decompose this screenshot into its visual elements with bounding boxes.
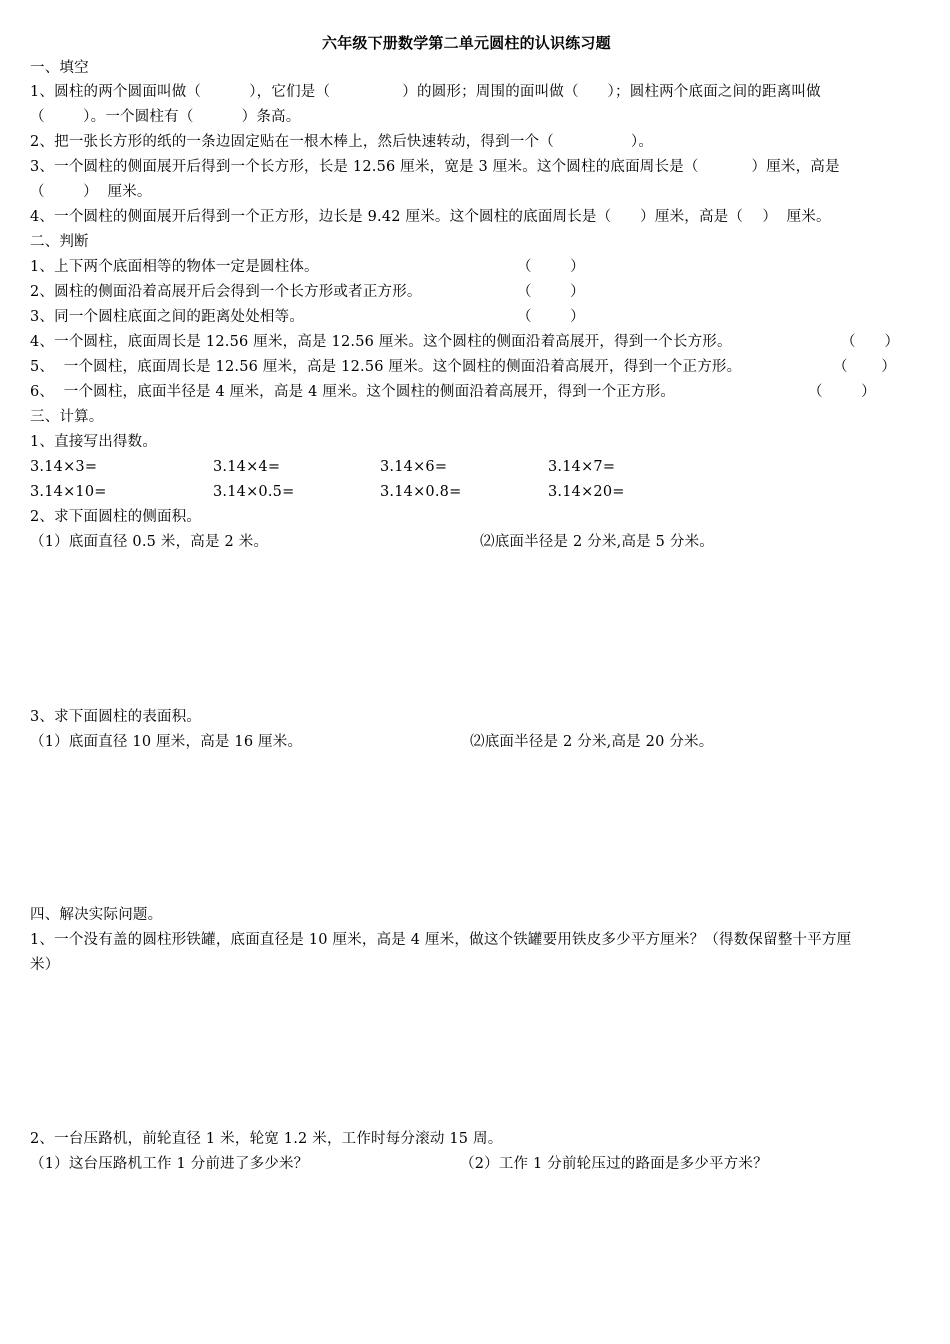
section-2-heading: 二、判断 bbox=[30, 234, 89, 250]
calc-expr: 3.14×3= bbox=[30, 459, 98, 475]
calc-expr: 3.14×4= bbox=[213, 459, 281, 475]
fill-q2: 2、把一张长方形的纸的一条边固定贴在一根木棒上，然后快速转动，得到一个（ ）。 bbox=[30, 134, 654, 150]
judge-item-1-blank: （ ） bbox=[517, 259, 585, 275]
calc-expr: 3.14×7= bbox=[548, 459, 616, 475]
judge-item-3-blank: （ ） bbox=[517, 309, 585, 325]
calc-sub2: 2、求下面圆柱的侧面积。 bbox=[30, 509, 202, 525]
problem-2: 2、一台压路机，前轮直径 1 米，轮宽 1.2 米，工作时每分滚动 15 周。 bbox=[30, 1131, 503, 1147]
judge-item-4-blank: （ ） bbox=[841, 334, 900, 350]
calc-sub3: 3、求下面圆柱的表面积。 bbox=[30, 709, 202, 725]
calc-sub2-part1: （1）底面直径 0.5 米，高是 2 米。 bbox=[30, 534, 269, 550]
problem-1-line2: 米） bbox=[30, 957, 60, 973]
fill-q3-line1: 3、一个圆柱的侧面展开后得到一个长方形，长是 12.56 厘米，宽是 3 厘米。这个圆柱的底面周长是（ ）厘米，高是 bbox=[30, 159, 840, 175]
fill-q1-line1: 1、圆柱的两个圆面叫做（ ），它们是（ ）的圆形；周围的面叫做（ ）；圆柱两个底面之间的距离叫做 bbox=[30, 84, 821, 100]
calc-sub3-part2: ⑵底面半径是 2 分米,高是 20 分米。 bbox=[470, 734, 714, 750]
section-4-heading: 四、解决实际问题。 bbox=[30, 907, 163, 923]
section-3-heading: 三、计算。 bbox=[30, 409, 104, 425]
calc-expr: 3.14×10= bbox=[30, 484, 107, 500]
problem-2-part2: （2）工作 1 分前轮压过的路面是多少平方米？ bbox=[460, 1156, 768, 1172]
calc-expr: 3.14×6= bbox=[380, 459, 448, 475]
judge-item-6: 6、 一个圆柱，底面半径是 4 厘米，高是 4 厘米。这个圆柱的侧面沿着高展开，得到一个正方形。 bbox=[30, 384, 676, 400]
problem-1-line1: 1、一个没有盖的圆柱形铁罐，底面直径是 10 厘米，高是 4 厘米，做这个铁罐要用铁皮多少平方厘米？（得数保留整十平方厘 bbox=[30, 932, 852, 948]
page-title: 六年级下册数学第二单元圆柱的认识练习题 bbox=[322, 34, 611, 52]
fill-q1-line2: （ ）。一个圆柱有（ ）条高。 bbox=[30, 109, 301, 125]
problem-2-part1: （1）这台压路机工作 1 分前进了多少米？ bbox=[30, 1156, 309, 1172]
calc-sub1: 1、直接写出得数。 bbox=[30, 434, 158, 450]
judge-item-3: 3、同一个圆柱底面之间的距离处处相等。 bbox=[30, 309, 305, 325]
calc-expr: 3.14×20= bbox=[548, 484, 625, 500]
calc-sub3-part1: （1）底面直径 10 厘米，高是 16 厘米。 bbox=[30, 734, 303, 750]
judge-item-4: 4、一个圆柱，底面周长是 12.56 厘米，高是 12.56 厘米。这个圆柱的侧面沿着高展开，得到一个长方形。 bbox=[30, 334, 732, 350]
calc-expr: 3.14×0.5= bbox=[213, 484, 295, 500]
judge-item-2-blank: （ ） bbox=[517, 284, 585, 300]
judge-item-5: 5、 一个圆柱，底面周长是 12.56 厘米，高是 12.56 厘米。这个圆柱的侧面沿着高展开，得到一个正方形。 bbox=[30, 359, 742, 375]
judge-item-5-blank: （ ） bbox=[833, 359, 897, 375]
judge-item-6-blank: （ ） bbox=[808, 384, 876, 400]
calc-expr: 3.14×0.8= bbox=[380, 484, 462, 500]
judge-item-1: 1、上下两个底面相等的物体一定是圆柱体。 bbox=[30, 259, 319, 275]
section-1-heading: 一、填空 bbox=[30, 60, 89, 76]
calc-sub2-part2: ⑵底面半径是 2 分米,高是 5 分米。 bbox=[480, 534, 714, 550]
fill-q3-line2: （ ） 厘米。 bbox=[30, 184, 152, 200]
fill-q4: 4、一个圆柱的侧面展开后得到一个正方形，边长是 9.42 厘米。这个圆柱的底面周长是（ ）厘米，高是（ ） 厘米。 bbox=[30, 209, 831, 225]
judge-item-2: 2、圆柱的侧面沿着高展开后会得到一个长方形或者正方形。 bbox=[30, 284, 422, 300]
